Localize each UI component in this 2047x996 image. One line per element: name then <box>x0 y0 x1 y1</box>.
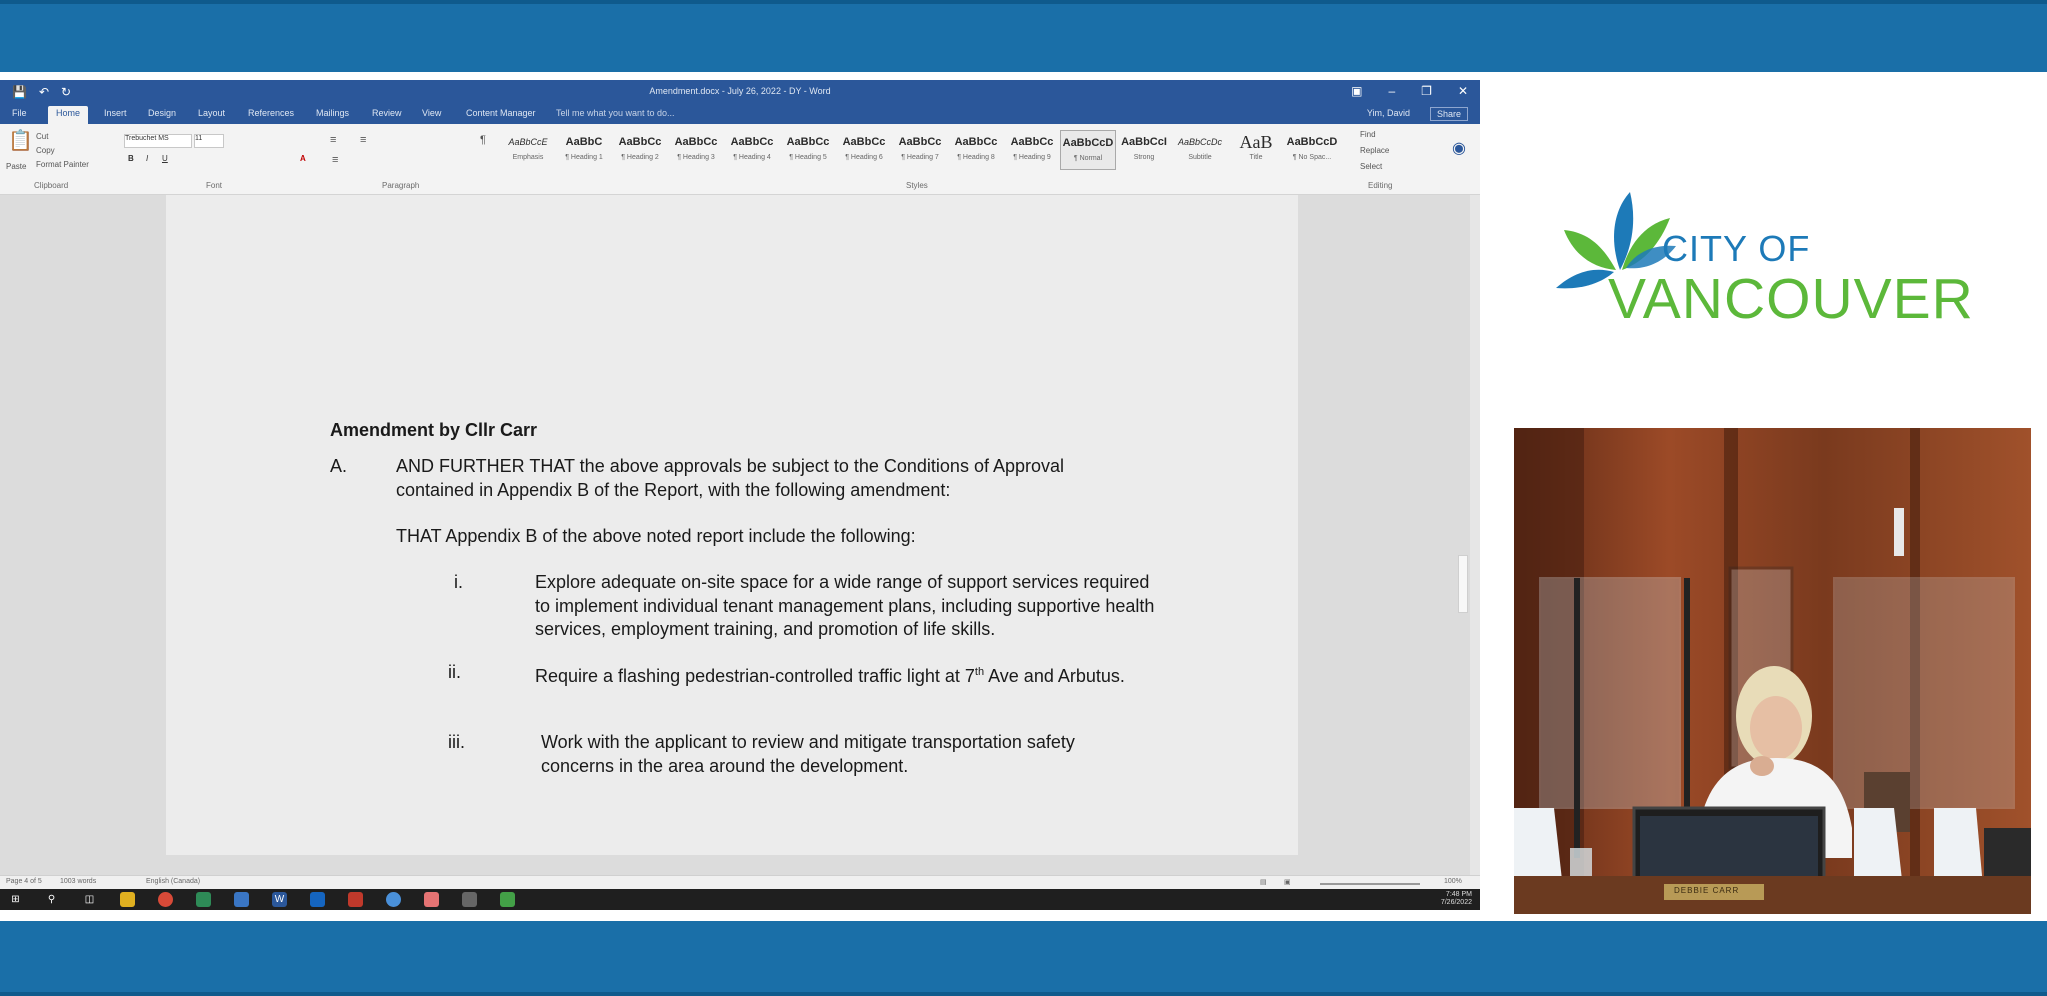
group-font-label: Font <box>206 181 223 190</box>
app-icon[interactable] <box>462 892 477 907</box>
style-tile[interactable] <box>1172 130 1228 170</box>
style-name: Emphasis <box>512 154 544 161</box>
style-sample: AaBbCcE <box>508 137 548 147</box>
style-sample: AaBbCcI <box>1121 136 1167 148</box>
group-editing-label: Editing <box>1368 181 1393 190</box>
print-layout-icon[interactable]: ▣ <box>1284 879 1291 886</box>
save-icon[interactable]: 💾 <box>12 85 27 99</box>
style-sample: AaBbCc <box>1010 136 1054 148</box>
style-sample: AaBbCc <box>842 136 886 148</box>
tab-content-manager[interactable]: Content Manager <box>466 108 536 118</box>
close-icon[interactable]: ✕ <box>1457 84 1468 98</box>
style-sample: AaBbCc <box>898 136 942 148</box>
paragraph-a-text: AND FURTHER THAT the above approvals be subject to the Conditions of Approval contained in Appendix B of the Report, with the following amendment: <box>396 456 1065 500</box>
file-explorer-icon[interactable] <box>120 892 135 907</box>
style-name: ¶ Heading 1 <box>565 154 603 161</box>
style-tile[interactable] <box>780 130 836 170</box>
tab-mailings[interactable]: Mailings <box>316 108 350 118</box>
style-tile[interactable] <box>1284 130 1340 170</box>
item-superscript: th <box>974 666 985 678</box>
style-name: ¶ Heading 3 <box>677 154 715 161</box>
broadcast-bottom-band <box>0 921 2047 996</box>
underline-button[interactable]: U <box>162 154 168 163</box>
style-sample: AaBbC <box>565 136 603 148</box>
word-window <box>0 80 1480 910</box>
style-tile[interactable] <box>556 130 612 170</box>
item-marker: i. <box>454 572 463 592</box>
redo-icon[interactable]: ↻ <box>61 85 72 99</box>
search-icon[interactable]: ⚲ <box>47 894 56 905</box>
tab-home[interactable]: Home <box>48 106 88 124</box>
style-name: ¶ No Spac... <box>1292 154 1332 161</box>
style-sample: AaBbCc <box>730 136 774 148</box>
item-text: Work with the applicant to review and mitigate transportation safety concerns in the area around the development. <box>541 732 1075 776</box>
app-icon[interactable] <box>424 892 439 907</box>
replace-button[interactable]: Replace <box>1360 146 1390 155</box>
start-icon[interactable]: ⊞ <box>11 894 20 905</box>
font-name-box[interactable]: Trebuchet MS <box>124 134 192 148</box>
clock-date: 7/26/2022 <box>1440 899 1472 906</box>
item-marker: ii. <box>448 662 461 682</box>
taskbar-clock[interactable] <box>1441 891 1472 907</box>
style-tile[interactable] <box>1060 130 1116 170</box>
copy-button[interactable]: Copy <box>36 146 55 155</box>
language-status[interactable]: English (Canada) <box>146 878 201 885</box>
document-page <box>166 195 1298 855</box>
amendment-heading: Amendment by Cllr Carr <box>330 420 538 440</box>
task-view-icon[interactable]: ◫ <box>84 894 95 905</box>
style-name: ¶ Normal <box>1073 155 1103 162</box>
ribbon-tabs <box>0 104 1480 124</box>
logo-vancouver: VANCOUVER <box>1608 267 1974 331</box>
teams-icon[interactable] <box>310 892 325 907</box>
group-styles-label: Styles <box>906 181 928 190</box>
logo-city-of: CITY OF <box>1662 228 1811 269</box>
document-title: Amendment.docx - July 26, 2022 - DY - Word <box>649 86 831 96</box>
style-name: Subtitle <box>1188 154 1212 161</box>
style-name: ¶ Heading 6 <box>845 154 883 161</box>
style-tile[interactable] <box>1116 130 1172 170</box>
style-name: ¶ Heading 9 <box>1013 154 1051 161</box>
tell-me-box[interactable]: Tell me what you want to do... <box>556 108 675 118</box>
app-icon[interactable] <box>500 892 515 907</box>
share-button[interactable]: Share <box>1430 107 1468 121</box>
zoom-slider[interactable] <box>1320 883 1420 885</box>
style-name: ¶ Heading 8 <box>957 154 995 161</box>
format-painter-button[interactable]: Format Painter <box>36 160 89 169</box>
broadcast-stage <box>0 72 2047 921</box>
browser-icon[interactable] <box>386 892 401 907</box>
style-tile[interactable] <box>500 130 556 170</box>
read-mode-icon[interactable]: ▤ <box>1260 879 1267 886</box>
item-text <box>535 661 1155 689</box>
vertical-scrollbar[interactable] <box>1458 555 1468 613</box>
chrome-icon[interactable] <box>158 892 173 907</box>
minimize-icon[interactable]: – <box>1388 84 1396 98</box>
ribbon <box>0 124 1480 195</box>
group-clipboard-label: Clipboard <box>34 181 69 190</box>
style-sample: AaBbCc <box>954 136 998 148</box>
document-body <box>330 419 1230 776</box>
item-text-end: Ave and Arbutus. <box>984 666 1125 686</box>
style-sample: AaBbCcD <box>1286 136 1338 148</box>
undo-icon[interactable]: ↶ <box>38 85 50 99</box>
item-marker: iii. <box>448 732 465 752</box>
italic-button[interactable]: I <box>146 154 149 163</box>
font-color-icon[interactable]: A <box>300 154 306 163</box>
bullets-icon[interactable]: ≡ <box>330 134 337 146</box>
style-tile[interactable] <box>836 130 892 170</box>
style-name: ¶ Heading 5 <box>789 154 827 161</box>
dictate-icon[interactable]: ◉ <box>1452 140 1466 157</box>
paste-button[interactable]: Paste <box>6 162 27 171</box>
style-sample: AaBbCc <box>618 136 662 148</box>
council-chamber-image <box>1514 428 2031 914</box>
bold-button[interactable]: B <box>128 154 134 163</box>
tab-view[interactable]: View <box>422 108 442 118</box>
word-count[interactable]: 1003 words <box>60 878 97 885</box>
style-sample: AaB <box>1239 132 1273 152</box>
outlook-icon[interactable] <box>234 892 249 907</box>
style-sample: AaBbCc <box>674 136 718 148</box>
windows-taskbar <box>0 889 1480 910</box>
show-formatting-icon[interactable]: ¶ <box>480 134 486 146</box>
select-button[interactable]: Select <box>1360 162 1383 171</box>
app-icon[interactable] <box>196 892 211 907</box>
tab-insert[interactable]: Insert <box>104 108 127 118</box>
broadcast-top-band <box>0 0 2047 72</box>
tab-design[interactable]: Design <box>148 108 177 118</box>
numbering-icon[interactable]: ≡ <box>360 134 367 146</box>
align-left-icon[interactable]: ≡ <box>332 154 339 166</box>
tab-references[interactable]: References <box>248 108 295 118</box>
restore-icon[interactable]: ❐ <box>1421 84 1432 98</box>
group-paragraph-label: Paragraph <box>382 181 420 190</box>
style-tile[interactable] <box>724 130 780 170</box>
font-size-box[interactable]: 11 <box>194 134 224 148</box>
city-logo <box>1550 172 1990 342</box>
status-bar <box>0 875 1480 890</box>
tab-layout[interactable]: Layout <box>198 108 226 118</box>
style-name: Title <box>1249 154 1263 161</box>
style-tile[interactable] <box>612 130 668 170</box>
cut-button[interactable]: Cut <box>36 132 49 141</box>
paste-icon[interactable]: 📋 <box>8 130 33 152</box>
styles-gallery <box>500 130 1340 170</box>
find-button[interactable]: Find <box>1360 130 1376 139</box>
window-controls <box>1351 84 1468 98</box>
paragraph-a-marker: A. <box>330 456 348 476</box>
user-name[interactable]: Yim, David <box>1366 108 1410 118</box>
style-tile[interactable] <box>1004 130 1060 170</box>
page-count[interactable]: Page 4 of 5 <box>6 878 42 885</box>
style-tile[interactable] <box>1228 130 1284 170</box>
style-name: ¶ Heading 2 <box>621 154 659 161</box>
style-tile[interactable] <box>668 130 724 170</box>
style-name: ¶ Heading 4 <box>733 154 771 161</box>
camera-feed <box>1514 428 2031 914</box>
tab-review[interactable]: Review <box>372 108 402 118</box>
item-text: Explore adequate on-site space for a wide range of support services required to implement individual tenant management plans, including supportive health services, employment training, and promotion of life skills. <box>535 572 1155 639</box>
style-sample: AaBbCc <box>786 136 830 148</box>
style-name: Strong <box>1133 154 1155 161</box>
style-name: ¶ Heading 7 <box>901 154 939 161</box>
style-tile[interactable] <box>892 130 948 170</box>
pdf-icon[interactable] <box>348 892 363 907</box>
document-canvas <box>0 195 1470 875</box>
title-bar <box>0 80 1480 104</box>
tab-file[interactable]: File <box>12 108 27 118</box>
style-sample: AaBbCcDc <box>1177 137 1222 147</box>
clock-time: 7:48 PM <box>1445 891 1472 898</box>
nameplate: DEBBIE CARR <box>1674 886 1740 895</box>
style-tile[interactable] <box>948 130 1004 170</box>
item-text-main: Require a flashing pedestrian-controlled traffic light at 7 <box>535 666 975 686</box>
zoom-level[interactable]: 100% <box>1444 878 1462 885</box>
word-icon[interactable]: W <box>272 892 287 907</box>
ribbon-display-icon[interactable]: ▣ <box>1351 84 1363 98</box>
appendix-intro: THAT Appendix B of the above noted report include the following: <box>396 526 916 546</box>
style-sample: AaBbCcD <box>1062 137 1114 149</box>
